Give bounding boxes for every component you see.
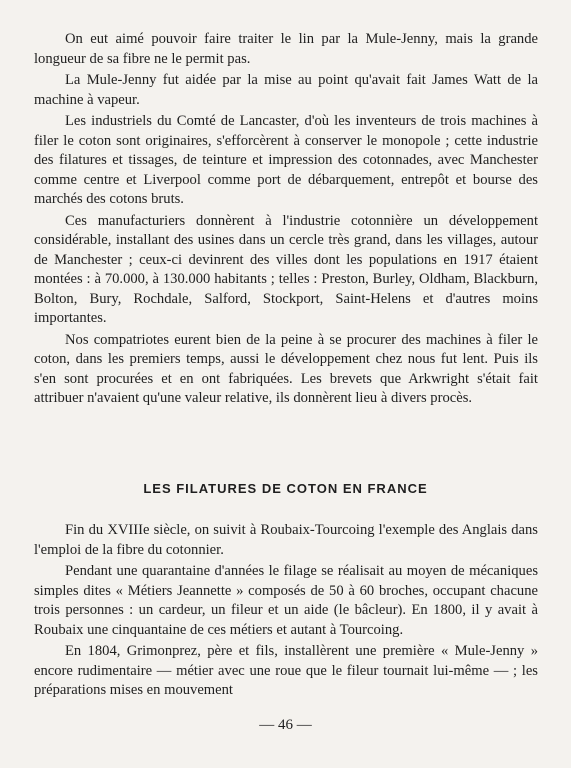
paragraph: Fin du XVIIIe siècle, on suivit à Roubaix-Tourcoing l'exemple des Anglais dans l'emploi de la fibre du cotonnier. — [34, 522, 538, 558]
page-number: — 46 — — [259, 717, 312, 733]
section-filatures-france — [34, 521, 538, 701]
section-heading: LES FILATURES DE COTON EN FRANCE — [143, 481, 428, 496]
section-mule-jenny — [34, 30, 538, 409]
paragraph: La Mule-Jenny fut aidée par la mise au point qu'avait fait James Watt de la machine à vapeur. — [34, 72, 538, 108]
paragraph: On eut aimé pouvoir faire traiter le lin par la Mule-Jenny, mais la grande longueur de sa fibre ne le permit pas. — [34, 31, 538, 67]
paragraph: Les industriels du Comté de Lancaster, d'où les inventeurs de trois machines à filer le coton sont originaires, s'efforcèrent à conserver le monopole ; cette industrie des filatures et tissages, de teinture et impression des cotonnades, avec Manchester comme centre et Liverpool comme port de débarquement, entrepôt et bourse des marchés des cotons bruts. — [34, 113, 538, 207]
paragraph: Pendant une quarantaine d'années le filage se réalisait au moyen de mécaniques simples dites « Métiers Jeannette » composés de 50 à 60 broches, occupant chacune trois personnes : un cardeur, un fileur et un aide (le bâcleur). En 1800, il y avait à Roubaix une cinquantaine de ces métiers et autant à Tourcoing. — [34, 563, 538, 638]
paragraph: En 1804, Grimonprez, père et fils, installèrent une première « Mule-Jenny » encore rudimentaire — métier avec une roue que le fileur tournait lui-même — ; les préparations mises en mouvement — [34, 643, 538, 698]
paragraph: Nos compatriotes eurent bien de la peine à se procurer des machines à filer le coton, dans les premiers temps, aussi le développement chez nous fut lent. Puis ils s'en sont procurées et en ont fabriquées. Les brevets que Arkwright s'était fait attribuer n'avaient qu'une valeur relative, ils donnèrent lieu à divers procès. — [34, 331, 538, 406]
paragraph: Ces manufacturiers donnèrent à l'industrie cotonnière un développement considérable, installant des usines dans un cercle très grand, dans les villages, autour de Manchester ; ceux-ci devinrent des villes dont les populations en 1917 étaient montées : à 70.000, à 130.000 habitants ; telles : Preston, Burley, Oldham, Blackburn, Bolton, Bury, Rochdale, Salford, Stockport, Saint-Helens et d'autres moins importantes. — [34, 212, 538, 326]
